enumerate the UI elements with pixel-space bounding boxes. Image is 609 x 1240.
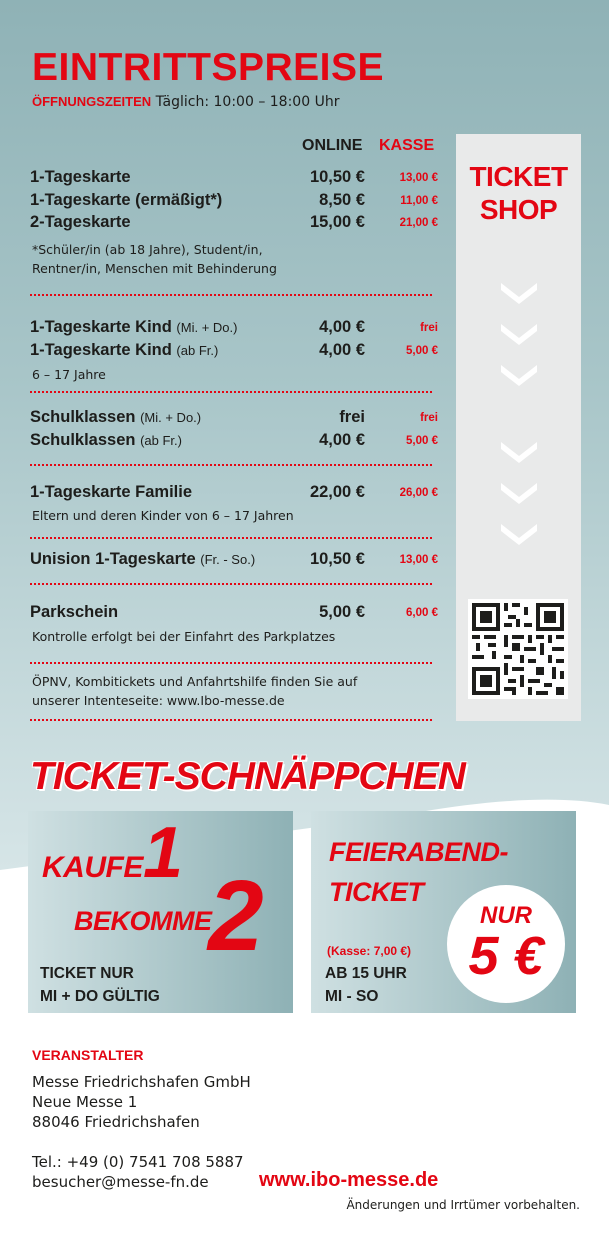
price-name: 1-Tageskarte Kind (ab Fr.) [30,341,219,359]
price-name: Parkschein [30,603,119,621]
get-label: BEKOMME [74,906,212,936]
price-name: Unision 1-Tageskarte (Fr. - So.) [30,550,256,568]
price-row [30,481,442,503]
price-kasse: 21,00 € [399,217,438,229]
divider [30,464,432,466]
opening-hours-label: ÖFFNUNGSZEITEN [32,94,152,109]
buy-one-get-two-card [28,811,293,1013]
chevron-down-icon [499,480,539,504]
column-header-kasse: KASSE [379,137,435,154]
ticket-shop-panel[interactable] [456,134,581,721]
disclaimer: Änderungen und Irrtümer vorbehalten. [346,1198,580,1212]
price-row [30,601,442,623]
chevron-down-icon [499,521,539,545]
price-online: 22,00 € [309,483,365,501]
price-row [30,429,442,451]
price-row [30,166,442,188]
price-name: 2-Tageskarte [30,213,131,231]
price-name: 1-Tageskarte (ermäßigt*) [30,191,223,209]
deals-title: TICKET-SCHNÄPPCHEN [30,755,465,798]
get-number: 2 [208,860,264,972]
divider [30,719,432,721]
parking-note: Kontrolle erfolgt bei der Einfahrt des Parkplatzes [32,629,336,644]
reduced-note: Rentner/in, Menschen mit Behinderung [32,261,277,276]
family-note: Eltern und deren Kinder von 6 – 17 Jahren [32,508,294,523]
price-kasse: 5,00 € [406,345,438,357]
age-note: 6 – 17 Jahre [32,367,106,382]
box-office-price: (Kasse: 7,00 €) [327,944,412,958]
deal-condition: AB 15 UHR [325,965,407,982]
price-online: 4,00 € [319,318,365,336]
column-header-online: ONLINE [302,137,363,154]
chevron-down-icon [499,362,539,386]
price-row [30,406,442,428]
price-online: 10,50 € [309,550,365,568]
organizer-phone[interactable]: Tel.: +49 (0) 7541 708 5887 [32,1153,244,1171]
price-kasse: frei [420,322,438,334]
price-kasse: 13,00 € [399,172,438,184]
divider [30,662,432,664]
organizer-street: Neue Messe 1 [32,1093,138,1111]
price-online: 10,50 € [309,168,365,186]
price-name: 1-Tageskarte [30,168,131,186]
organizer-label: VERANSTALTER [32,1047,144,1063]
price-row [30,316,442,338]
chevron-down-icon [499,439,539,463]
divider [30,537,432,539]
price-kasse: frei [420,412,438,424]
price-kasse: 5,00 € [406,435,438,447]
price-row [30,189,442,211]
website-link[interactable]: www.ibo-messe.de [259,1169,439,1191]
after-work-title: TICKET [329,877,424,907]
reduced-note: *Schüler/in (ab 18 Jahre), Student/in, [32,242,263,257]
price-name: Schulklassen (ab Fr.) [30,431,182,449]
chevron-down-icon [499,280,539,304]
price-badge-value: 5 € [468,926,544,986]
buy-label: KAUFE [42,851,143,884]
price-badge [447,885,565,1003]
price-row [30,339,442,361]
transport-note: unserer Intenteseite: www.Ibo-messe.de [32,693,285,708]
price-row [30,548,442,570]
price-kasse: 13,00 € [399,554,438,566]
transport-note: ÖPNV, Kombitickets und Anfahrtshilfe finden Sie auf [32,674,358,689]
price-online: 8,50 € [319,191,365,209]
price-online: 5,00 € [319,603,365,621]
deal-condition: MI + DO GÜLTIG [40,988,160,1005]
price-badge-label: NUR [480,902,532,929]
price-online: 15,00 € [309,213,365,231]
buy-number: 1 [143,813,184,893]
opening-hours-text: Täglich: 10:00 – 18:00 Uhr [155,94,340,110]
price-row [30,211,442,233]
divider [30,391,432,393]
deal-condition: MI - SO [325,988,379,1005]
chevron-down-icon [499,321,539,345]
organizer-email[interactable]: besucher@messe-fn.de [32,1173,209,1191]
opening-hours [32,93,339,111]
qr-code-icon[interactable] [468,599,568,699]
price-kasse: 26,00 € [399,487,438,499]
price-online: 4,00 € [319,431,365,449]
price-online: 4,00 € [319,341,365,359]
price-kasse: 6,00 € [406,607,438,619]
price-online: frei [339,408,365,426]
price-name: Schulklassen (Mi. + Do.) [30,408,202,426]
divider [30,583,432,585]
ticket-shop-heading[interactable]: TICKET SHOP [469,161,568,225]
page-title: EINTRITTSPREISE [32,46,385,89]
price-name: 1-Tageskarte Familie [30,483,193,501]
price-name: 1-Tageskarte Kind (Mi. + Do.) [30,318,238,336]
organizer-city: 88046 Friedrichshafen [32,1113,200,1131]
price-kasse: 11,00 € [400,195,438,207]
organizer-name: Messe Friedrichshafen GmbH [32,1073,251,1091]
divider [30,294,432,296]
after-work-ticket-card [311,811,576,1013]
after-work-title: FEIERABEND- [329,837,509,867]
deal-condition: TICKET NUR [40,965,134,982]
